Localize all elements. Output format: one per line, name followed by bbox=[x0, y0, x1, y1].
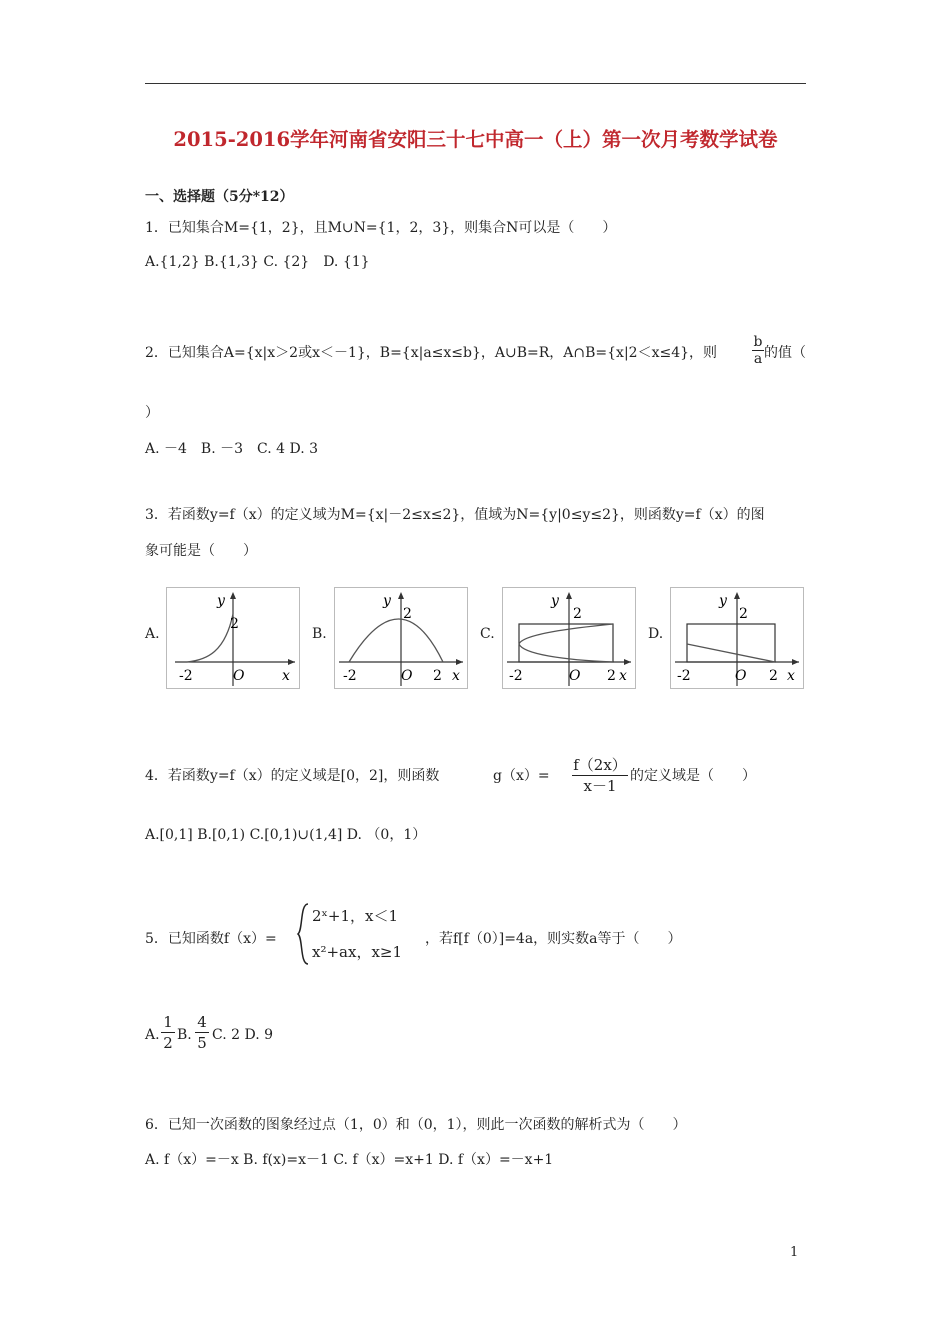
piecewise-case-1: 2ˣ+1，x＜1 bbox=[312, 907, 399, 925]
graph-a-curve bbox=[187, 614, 233, 662]
question-3-stem-a: 3．若函数y=f（x）的定义域为M={x|－2≤x≤2}，值域为N={y|0≤y≤2}，则函数y=f（x）的图 bbox=[145, 507, 765, 523]
page-title: 2015-2016学年河南省安阳三十七中高一（上）第一次月考数学试卷 bbox=[173, 128, 778, 151]
question-5-option-b-fraction bbox=[195, 1012, 209, 1053]
graph-b-svg bbox=[335, 588, 467, 688]
graph-c-two-label: 2 bbox=[573, 606, 582, 622]
graph-a-svg bbox=[167, 588, 299, 688]
question-4-text-b: 的定义域是（ ） bbox=[630, 768, 756, 784]
graph-d-svg bbox=[671, 588, 803, 688]
graph-c-pos-two-label: 2 bbox=[607, 668, 616, 684]
question-1-stem: 1．已知集合M={1，2}，且M∪N={1，2，3}，则集合N可以是（ ） bbox=[145, 220, 617, 236]
fraction-denominator: 2 bbox=[163, 1034, 173, 1052]
graph-b-neg-two-label: -2 bbox=[343, 668, 357, 684]
graph-c-y-label: y bbox=[551, 593, 559, 609]
graph-d-x-label: x bbox=[787, 668, 795, 684]
graph-b-label: B. bbox=[312, 626, 327, 642]
graph-b-y-label: y bbox=[383, 593, 391, 609]
graph-d-line bbox=[687, 644, 775, 662]
question-2-options: A. －4 B. －3 C. 4 D. 3 bbox=[145, 441, 319, 457]
graph-c-label: C. bbox=[480, 626, 495, 642]
fraction-numerator: 4 bbox=[195, 1012, 209, 1033]
question-6-options: A. f（x）=－x B. f(x)=x－1 C. f（x）=x+1 D. f（x）=－x+1 bbox=[145, 1152, 554, 1168]
graph-a-label: A. bbox=[145, 626, 160, 642]
question-2-text-b: 的值（ bbox=[764, 345, 806, 361]
graph-d-neg-two-label: -2 bbox=[677, 668, 691, 684]
piecewise-case-2: x²+ax，x≥1 bbox=[312, 943, 403, 961]
question-4-fraction bbox=[572, 755, 628, 796]
graph-b-two-label: 2 bbox=[403, 606, 412, 622]
question-2-fraction bbox=[752, 334, 764, 367]
question-6-stem: 6．已知一次函数的图象经过点（1，0）和（0，1），则此一次函数的解析式为（ ） bbox=[145, 1117, 687, 1133]
question-2-text-c: ） bbox=[145, 405, 159, 421]
question-5-option-b-label: B. bbox=[177, 1027, 192, 1043]
question-5-option-a-fraction bbox=[161, 1012, 175, 1053]
graph-d-label: D. bbox=[648, 626, 664, 642]
question-4-options: A.[0,1] B.[0,1) C.[0,1)∪(1,4] D. （0，1） bbox=[145, 827, 427, 843]
graph-b-x-label: x bbox=[452, 668, 460, 684]
question-4-text-a: 4．若函数y=f（x）的定义域是[0，2]，则函数 bbox=[145, 768, 440, 784]
graph-c-x-label: x bbox=[619, 668, 627, 684]
header-rule bbox=[145, 83, 806, 84]
graph-a-origin-label: O bbox=[233, 668, 245, 684]
graph-b-origin-label: O bbox=[401, 668, 413, 684]
graph-a-two-label: 2 bbox=[230, 616, 239, 632]
question-2-stem bbox=[145, 343, 717, 363]
question-5-text-a: 5．已知函数f（x）= bbox=[145, 931, 277, 947]
graph-d-y-label: y bbox=[719, 593, 727, 609]
question-4-func-name: g（x）= bbox=[493, 768, 550, 784]
piecewise-brace bbox=[296, 902, 310, 966]
fraction-denominator: 5 bbox=[197, 1034, 207, 1052]
graph-a bbox=[166, 587, 300, 689]
graph-c-origin-label: O bbox=[569, 668, 581, 684]
fraction-denominator: a bbox=[753, 351, 763, 367]
graph-b-curve bbox=[349, 619, 443, 662]
graph-d-origin-label: O bbox=[735, 668, 747, 684]
graph-b-pos-two-label: 2 bbox=[433, 668, 442, 684]
question-1-options: A.{1,2} B.{1,3} C. {2} D. {1} bbox=[145, 254, 370, 270]
graph-c-neg-two-label: -2 bbox=[509, 668, 523, 684]
graph-c bbox=[502, 587, 636, 689]
question-5-text-b: ，若f[f（0）]=4a，则实数a等于（ ） bbox=[425, 931, 682, 947]
graph-b bbox=[334, 587, 468, 689]
graph-d bbox=[670, 587, 804, 689]
question-3-stem-b: 象可能是（ ） bbox=[145, 543, 257, 559]
graph-a-neg-two-label: -2 bbox=[179, 668, 193, 684]
graph-c-svg bbox=[503, 588, 635, 688]
graph-a-y-label: y bbox=[217, 593, 225, 609]
page-number: 1 bbox=[790, 1245, 799, 1260]
graph-d-pos-two-label: 2 bbox=[769, 668, 778, 684]
graph-a-x-label: x bbox=[282, 668, 290, 684]
section-heading: 一、选择题（5分*12） bbox=[145, 189, 294, 205]
fraction-denominator: x－1 bbox=[583, 777, 617, 795]
graph-c-curve bbox=[519, 624, 613, 662]
question-2-text-a: 2．已知集合A={x|x＞2或x＜－1}，B={x|a≤x≤b}，A∪B=R，A∩B={x|2＜x≤4}，则 bbox=[145, 345, 718, 361]
question-5-options-rest: C. 2 D. 9 bbox=[212, 1027, 274, 1043]
graph-d-two-label: 2 bbox=[739, 606, 748, 622]
fraction-numerator: b bbox=[753, 334, 763, 350]
question-5-option-a-label: A. bbox=[145, 1027, 160, 1043]
fraction-numerator: f（2x） bbox=[573, 756, 627, 774]
fraction-numerator: 1 bbox=[161, 1012, 175, 1033]
